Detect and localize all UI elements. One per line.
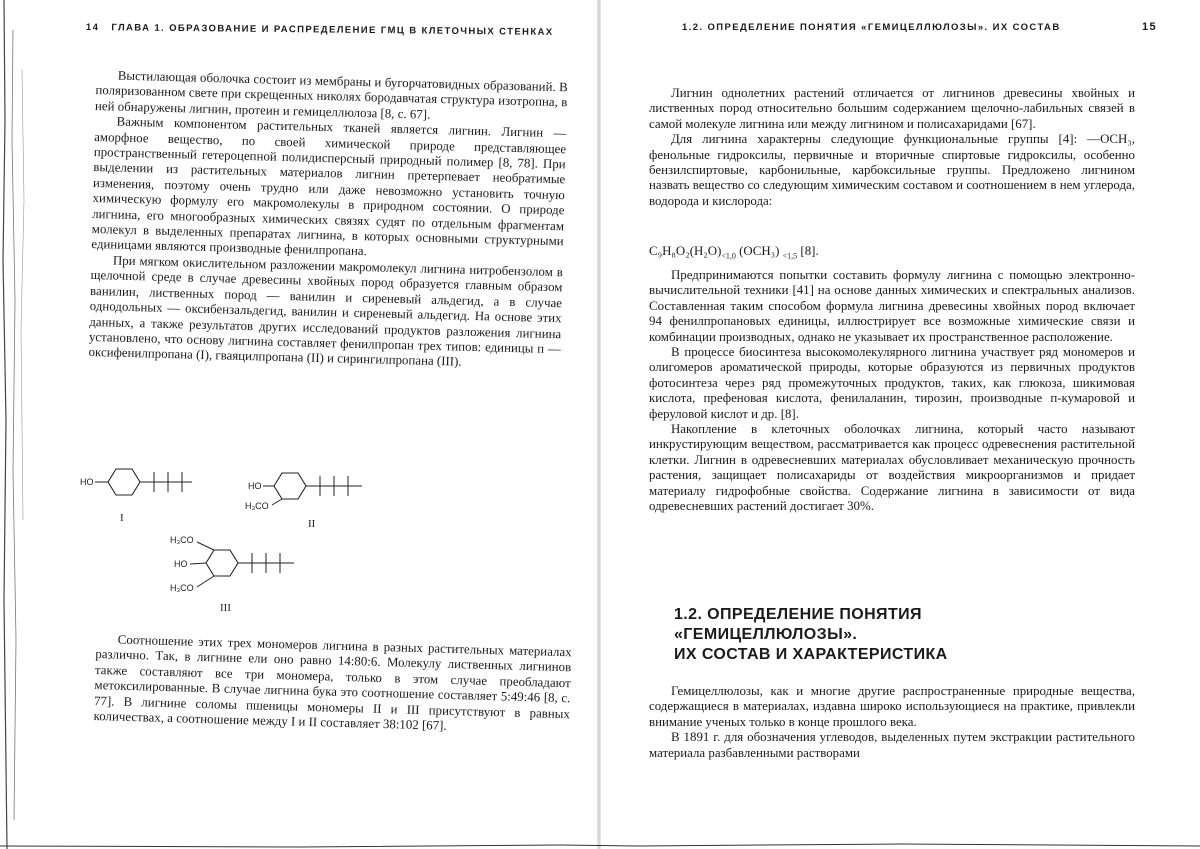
section-title-line: 1.2. ОПРЕДЕЛЕНИЕ ПОНЯТИЯ bbox=[674, 606, 922, 623]
formula-mid: (OCH₃) bbox=[735, 244, 783, 258]
ho-label: HO bbox=[80, 477, 94, 487]
left-running-head-text: ГЛАВА 1. ОБРАЗОВАНИЕ И РАСПРЕДЕЛЕНИЕ ГМЦ В КЛЕТОЧНЫХ СТЕНКАХ bbox=[111, 22, 554, 38]
formula-sub-2: <1,5 bbox=[782, 251, 798, 261]
right-text-mid bbox=[649, 268, 1135, 515]
lignin-formula bbox=[649, 244, 819, 261]
paragraph: В процессе биосинтеза высокомолекулярного лигнина участвует ряд мономеров и олигомеров ароматической природы, которые образуются из первичных продуктов фотосинтеза через ряд промежуточных продуктов, таких, как глюкоза, шикимовая кислота, префеновая кислота, фенилаланин, тирозин, производные п-кумаровой и феруловой кислот и др. [8]. bbox=[649, 345, 1135, 421]
paragraph: Выстилающая оболочка состоит из мембраны и бугорчатовидных образований. В поляризованном свете при скрещенных николях бородавчатая структура изотропна, в ней обнаружены лигнин, протеин и гемицеллюлоза [8, с. 67]. bbox=[94, 68, 568, 122]
ho-label: HO bbox=[248, 481, 262, 491]
section-title bbox=[674, 605, 1094, 665]
structure-3-label: III bbox=[220, 602, 231, 614]
h3co-label: H₃CO bbox=[245, 501, 269, 511]
right-text-top bbox=[649, 86, 1135, 209]
structure-1 bbox=[80, 469, 192, 524]
structure-2 bbox=[245, 473, 362, 530]
chemical-structures bbox=[80, 455, 400, 620]
right-text-bottom bbox=[649, 684, 1135, 761]
right-page bbox=[600, 0, 1200, 849]
section-title-line: ИХ СОСТАВ И ХАРАКТЕРИСТИКА bbox=[674, 646, 948, 663]
paragraph: Важным компонентом растительных тканей является лигнин. Лигнин — аморфное вещество, по своей химической природе представляющее пространственный гетероцепной полидисперсный природный полимер [8, 78]. При выделении из растительных материалов лигнин претерпевает необратимые изменения, поэтому очень трудно или даже невозможно установить точную химическую формулу его макромолекулы в природном состоянии. О природе лигнина, его многообразных химических связях судят по отдельным фрагментам молекул в выделенных препаратах лигнина, в которых основными структурными единицами являются производные фенилпропана. bbox=[91, 114, 567, 259]
right-running-head-text: 1.2. ОПРЕДЕЛЕНИЕ ПОНЯТИЯ «ГЕМИЦЕЛЛЮЛОЗЫ». ИХ СОСТАВ bbox=[682, 22, 1061, 33]
formula-sub-1: <1,0 bbox=[721, 251, 736, 261]
left-text-bottom bbox=[93, 632, 571, 738]
left-text-top bbox=[88, 68, 568, 373]
structure-1-label: I bbox=[120, 512, 124, 524]
paragraph: Накопление в клеточных оболочках лигнина, который часто называют инкрустирующим веществом, рассматривается как процесс одревеснения растительной клетки. Лигнин в одревесневших материалах обусловливает механическую прочность растения, защищает полисахариды от воздействия микроорганизмов и придает материалу гидрофобные свойства. Содержание лигнина в зависимости от вида одревесневших растений достигает 30%. bbox=[649, 422, 1135, 514]
h3co-label: H₃CO bbox=[170, 583, 194, 593]
structure-2-label: II bbox=[308, 518, 316, 530]
paragraph: Соотношение этих трех мономеров лигнина в разных растительных материалах различно. Так, в лигнине ели оно равно 14:80:6. Молекулу лиственных лигнинов также составляют все три мономера, только в этом случае преобладают метоксилированные. В случае лигнина бука это соотношение составляет 5:49:46 [8, с. 77]. В лигнине соломы пшеницы мономеры II и III присутствуют в равных количествах, а соотношение между I и II составляет 38:102 [67]. bbox=[93, 632, 572, 733]
paragraph: Для лигнина характерны следующие функциональные группы [4]: —OCH₃, фенольные гидроксилы, первичные и вторичные спиртовые гидроксилы, особенно бензилспиртовые, карбонильные, карбоксильные группы. Предложено лигнином назвать вещество со следующим химическим составом и соотношением в нем углерода, водорода и кислорода: bbox=[649, 132, 1135, 208]
left-page-number: 14 bbox=[85, 22, 100, 34]
paragraph: При мягком окислительном разложении макромолекул лигнина нитробензолом в щелочной среде в случае древесины хвойных пород образуется главным образом ванилин, лиственных пород — ванилин и сиреневый альдегид, а в случае однодольных — оксибензальдегид, ванилин и сиреневый альдегид. На основе этих данных, а также результатов других исследований продуктов разложения лигнина установлено, что основу лигнина составляет фенилпропан трех типов: единицы п — оксифенилпропана (I), гваяцилпропана (II) и сирингилпропана (III). bbox=[88, 253, 563, 369]
right-running-head bbox=[682, 21, 1158, 33]
left-running-head bbox=[86, 22, 554, 38]
paragraph: Предпринимаются попытки составить формулу лигнина с помощью электронно-вычислительной техники [41] на основе данных химических и спектральных анализов. Составленная таким способом формула лигнина древесины хвойных пород включает 94 фенилпропановых единицы, иллюстрирует все возможные химические связи и комбинации производных, однако не указывает их пространственное расположение. bbox=[649, 268, 1135, 344]
structure-3 bbox=[170, 535, 294, 614]
formula-main: C₉H₈O₂(H₂O) bbox=[649, 244, 722, 258]
section-title-line: «ГЕМИЦЕЛЛЮЛОЗЫ». bbox=[674, 626, 858, 643]
paragraph: Гемицеллюлозы, как и многие другие распространенные природные вещества, содержащиеся в материалах, издавна широко использующиеся на практике, привлекли внимание ученых только в конце прошлого века. bbox=[649, 684, 1135, 729]
formula-ref: [8]. bbox=[797, 244, 819, 258]
paragraph: Лигнин однолетних растений отличается от лигнинов древесины хвойных и лиственных пород относительно большим содержанием щелочно-лабильных связей в самой молекуле лигнина или между лигнином и полисахаридами [67]. bbox=[649, 86, 1135, 131]
ho-label: HO bbox=[174, 559, 188, 569]
right-page-number: 15 bbox=[1142, 21, 1158, 33]
paragraph: В 1891 г. для обозначения углеводов, выделенных путем экстракции растительного материала разбавленными растворами bbox=[649, 730, 1135, 760]
h3co-label: H₃CO bbox=[170, 535, 194, 545]
